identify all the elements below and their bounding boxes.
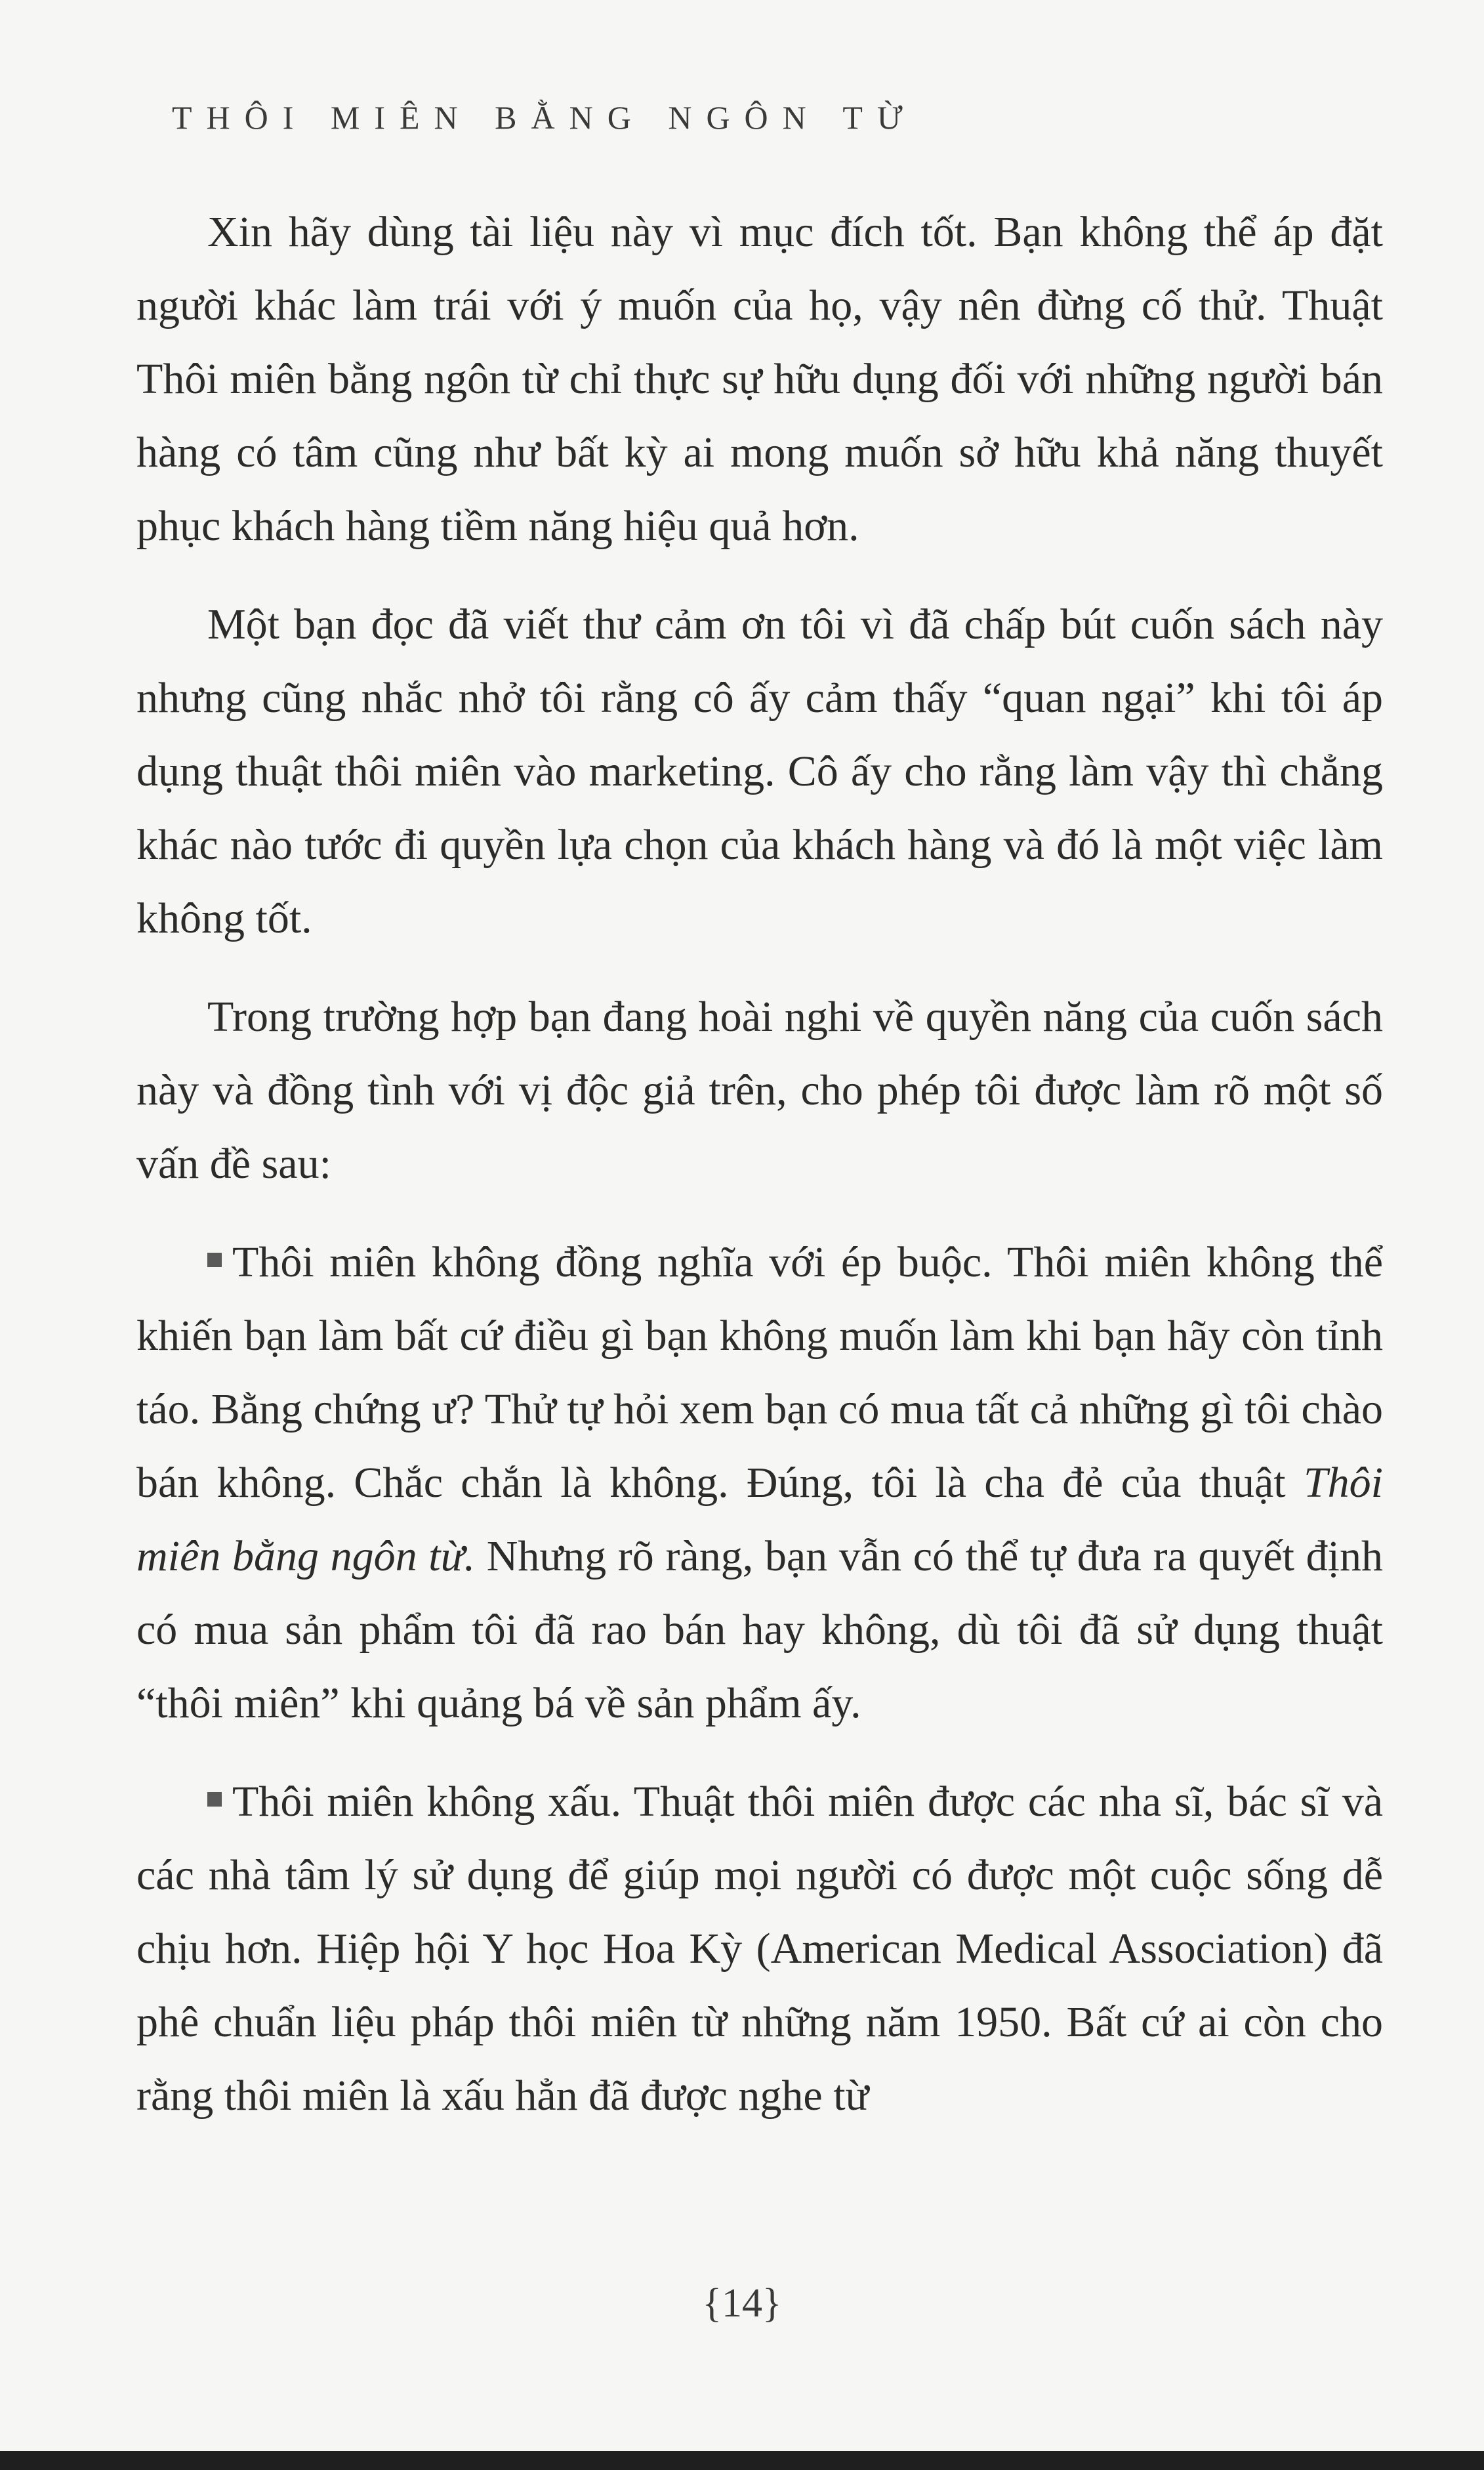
running-head-title: THÔI MIÊN BẰNG NGÔN TỪ — [172, 99, 917, 136]
square-bullet-icon — [207, 1253, 222, 1267]
page-number: {14} — [702, 2281, 782, 2326]
scan-bottom-edge — [0, 2451, 1484, 2470]
bullet-text-part: Nhưng rõ ràng, bạn vẫn có thể tự đưa ra quyết định có mua sản phẩm tôi đã rao bán hay không, dù tôi đã sử dụng thuật “thôi miên” khi quảng bá về sản phẩm ấy. — [136, 1532, 1383, 1727]
bullet-paragraph — [136, 1226, 1383, 1740]
paragraph: Trong trường hợp bạn đang hoài nghi về quyền năng của cuốn sách này và đồng tình với vị độc giả trên, cho phép tôi được làm rõ một số vấn đề sau: — [136, 993, 1383, 1188]
body-text — [136, 196, 1383, 2158]
paragraph: Xin hãy dùng tài liệu này vì mục đích tốt. Bạn không thể áp đặt người khác làm trái với ý muốn của họ, vậy nên đừng cố thử. Thuật Thôi miên bằng ngôn từ chỉ thực sự hữu dụng đối với những người bán hàng có tâm cũng như bất kỳ ai mong muốn sở hữu khả năng thuyết phục khách hàng tiềm năng hiệu quả hơn. — [136, 208, 1383, 550]
bullet-text-part: Thôi miên không đồng nghĩa với ép buộc. Thôi miên không thể khiến bạn làm bất cứ điều gì bạn không muốn làm khi bạn hãy còn tỉnh táo. Bằng chứng ư? Thử tự hỏi xem bạn có mua tất cả những gì tôi chào bán không. Chắc chắn là không. Đúng, tôi là cha đẻ của thuật — [136, 1238, 1383, 1507]
bullet-paragraph — [136, 1765, 1383, 2133]
book-title-italic: Thôi miên bằng ngôn từ. — [136, 1459, 1383, 1580]
paragraph: Một bạn đọc đã viết thư cảm ơn tôi vì đã chấp bút cuốn sách này nhưng cũng nhắc nhở tôi rằng cô ấy cảm thấy “quan ngại” khi tôi áp dụng thuật thôi miên vào marketing. Cô ấy cho rằng làm vậy thì chẳng khác nào tước đi quyền lựa chọn của khách hàng và đó là một việc làm không tốt. — [136, 600, 1383, 942]
bullet-text: Thôi miên không xấu. Thuật thôi miên được các nha sĩ, bác sĩ và các nhà tâm lý sử dụng để giúp mọi người có được một cuộc sống dễ chịu hơn. Hiệp hội Y học Hoa Kỳ (American Medical Association) đã phê chuẩn liệu pháp thôi miên từ những năm 1950. Bất cứ ai còn cho rằng thôi miên là xấu hẳn đã được nghe từ — [136, 1778, 1383, 2120]
square-bullet-icon — [207, 1792, 222, 1807]
